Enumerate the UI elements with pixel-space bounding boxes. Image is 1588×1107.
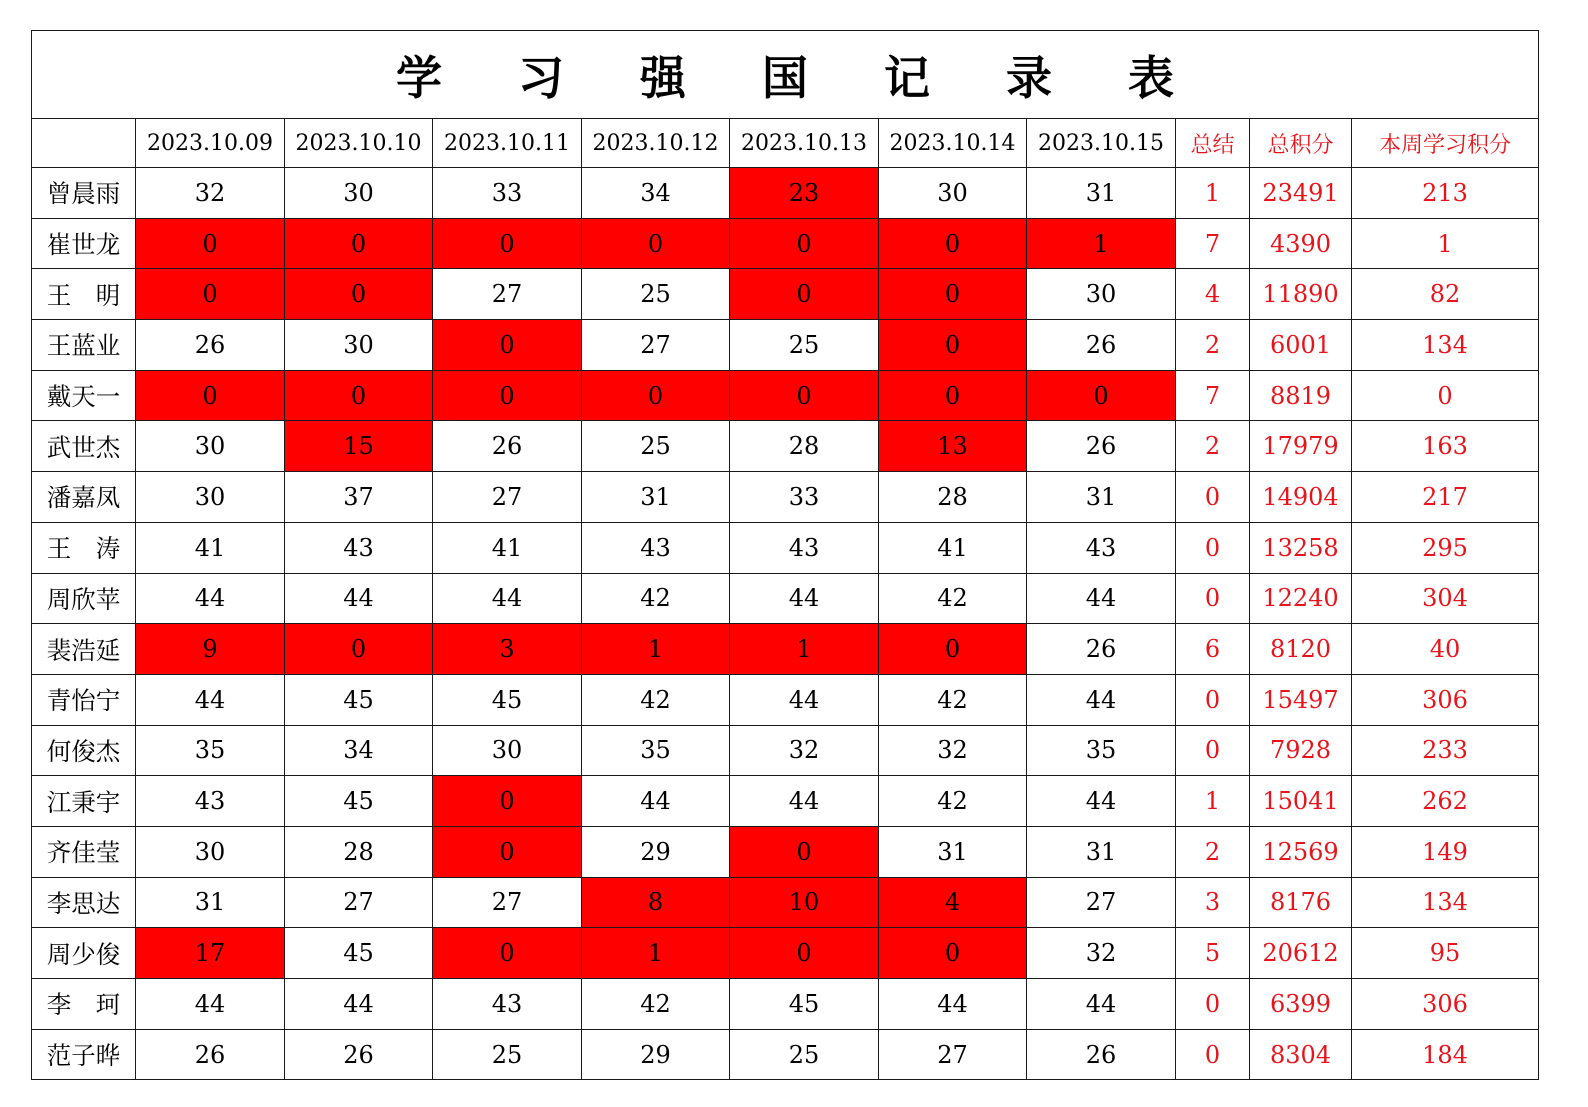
daily-score-cell: 0 bbox=[285, 218, 433, 269]
total-points-cell: 8304 bbox=[1250, 1029, 1352, 1080]
summary-cell: 0 bbox=[1176, 1029, 1250, 1080]
daily-score-cell: 0 bbox=[879, 928, 1027, 979]
total-points-cell: 6399 bbox=[1250, 979, 1352, 1030]
daily-score-cell: 45 bbox=[433, 674, 582, 725]
weekly-points-cell: 184 bbox=[1352, 1029, 1539, 1080]
summary-cell: 6 bbox=[1176, 624, 1250, 675]
daily-score-cell: 27 bbox=[433, 269, 582, 320]
daily-score-cell: 42 bbox=[879, 776, 1027, 827]
title-row bbox=[32, 31, 1539, 119]
daily-score-cell: 3 bbox=[433, 624, 582, 675]
weekly-points-cell: 233 bbox=[1352, 725, 1539, 776]
summary-cell: 5 bbox=[1176, 928, 1250, 979]
daily-score-cell: 0 bbox=[136, 370, 285, 421]
daily-score-cell: 0 bbox=[285, 269, 433, 320]
daily-score-cell: 44 bbox=[136, 674, 285, 725]
daily-score-cell: 34 bbox=[285, 725, 433, 776]
daily-score-cell: 0 bbox=[730, 218, 879, 269]
summary-cell: 7 bbox=[1176, 218, 1250, 269]
daily-score-cell: 29 bbox=[582, 826, 730, 877]
daily-score-cell: 13 bbox=[879, 421, 1027, 472]
daily-score-cell: 0 bbox=[730, 826, 879, 877]
daily-score-cell: 25 bbox=[582, 269, 730, 320]
member-name: 范子晔 bbox=[32, 1029, 136, 1080]
summary-cell: 1 bbox=[1176, 168, 1250, 219]
daily-score-cell: 45 bbox=[730, 979, 879, 1030]
weekly-points-cell: 306 bbox=[1352, 674, 1539, 725]
daily-score-cell: 35 bbox=[136, 725, 285, 776]
daily-score-cell: 0 bbox=[582, 218, 730, 269]
summary-cell: 0 bbox=[1176, 522, 1250, 573]
summary-cell: 1 bbox=[1176, 776, 1250, 827]
daily-score-cell: 0 bbox=[136, 218, 285, 269]
daily-score-cell: 27 bbox=[285, 877, 433, 928]
daily-score-cell: 35 bbox=[1027, 725, 1176, 776]
header-weekly-points: 本周学习积分 bbox=[1352, 119, 1539, 168]
header-total-points: 总积分 bbox=[1250, 119, 1352, 168]
table-row bbox=[32, 269, 1539, 320]
daily-score-cell: 0 bbox=[879, 624, 1027, 675]
member-name: 王 涛 bbox=[32, 522, 136, 573]
daily-score-cell: 26 bbox=[1027, 624, 1176, 675]
daily-score-cell: 30 bbox=[1027, 269, 1176, 320]
daily-score-cell: 37 bbox=[285, 472, 433, 523]
daily-score-cell: 44 bbox=[136, 979, 285, 1030]
daily-score-cell: 1 bbox=[1027, 218, 1176, 269]
daily-score-cell: 32 bbox=[136, 168, 285, 219]
summary-cell: 0 bbox=[1176, 472, 1250, 523]
table-row bbox=[32, 826, 1539, 877]
member-name: 周欣苹 bbox=[32, 573, 136, 624]
daily-score-cell: 30 bbox=[136, 826, 285, 877]
member-name: 王蓝业 bbox=[32, 320, 136, 371]
daily-score-cell: 44 bbox=[879, 979, 1027, 1030]
daily-score-cell: 42 bbox=[879, 573, 1027, 624]
summary-cell: 0 bbox=[1176, 573, 1250, 624]
total-points-cell: 6001 bbox=[1250, 320, 1352, 371]
daily-score-cell: 30 bbox=[136, 472, 285, 523]
daily-score-cell: 44 bbox=[730, 573, 879, 624]
daily-score-cell: 30 bbox=[879, 168, 1027, 219]
total-points-cell: 14904 bbox=[1250, 472, 1352, 523]
weekly-points-cell: 213 bbox=[1352, 168, 1539, 219]
daily-score-cell: 0 bbox=[136, 269, 285, 320]
study-record-table bbox=[31, 30, 1539, 1080]
daily-score-cell: 35 bbox=[582, 725, 730, 776]
weekly-points-cell: 163 bbox=[1352, 421, 1539, 472]
member-name: 齐佳莹 bbox=[32, 826, 136, 877]
member-name: 王 明 bbox=[32, 269, 136, 320]
table-row bbox=[32, 776, 1539, 827]
table-row bbox=[32, 725, 1539, 776]
member-name: 李 珂 bbox=[32, 979, 136, 1030]
daily-score-cell: 1 bbox=[582, 928, 730, 979]
daily-score-cell: 0 bbox=[582, 370, 730, 421]
daily-score-cell: 26 bbox=[136, 1029, 285, 1080]
daily-score-cell: 27 bbox=[582, 320, 730, 371]
daily-score-cell: 9 bbox=[136, 624, 285, 675]
weekly-points-cell: 304 bbox=[1352, 573, 1539, 624]
daily-score-cell: 25 bbox=[730, 1029, 879, 1080]
table-row bbox=[32, 674, 1539, 725]
daily-score-cell: 44 bbox=[1027, 674, 1176, 725]
daily-score-cell: 42 bbox=[582, 674, 730, 725]
daily-score-cell: 44 bbox=[1027, 573, 1176, 624]
daily-score-cell: 29 bbox=[582, 1029, 730, 1080]
weekly-points-cell: 0 bbox=[1352, 370, 1539, 421]
daily-score-cell: 26 bbox=[285, 1029, 433, 1080]
daily-score-cell: 45 bbox=[285, 928, 433, 979]
daily-score-cell: 0 bbox=[433, 928, 582, 979]
table-row bbox=[32, 877, 1539, 928]
table-row bbox=[32, 1029, 1539, 1080]
table-row bbox=[32, 624, 1539, 675]
daily-score-cell: 43 bbox=[285, 522, 433, 573]
daily-score-cell: 33 bbox=[433, 168, 582, 219]
daily-score-cell: 28 bbox=[879, 472, 1027, 523]
total-points-cell: 7928 bbox=[1250, 725, 1352, 776]
header-date: 2023.10.09 bbox=[136, 119, 285, 168]
total-points-cell: 8120 bbox=[1250, 624, 1352, 675]
header-row bbox=[32, 119, 1539, 168]
daily-score-cell: 30 bbox=[433, 725, 582, 776]
daily-score-cell: 0 bbox=[433, 320, 582, 371]
table-row bbox=[32, 522, 1539, 573]
total-points-cell: 8819 bbox=[1250, 370, 1352, 421]
daily-score-cell: 0 bbox=[730, 269, 879, 320]
daily-score-cell: 26 bbox=[1027, 421, 1176, 472]
member-name: 江秉宇 bbox=[32, 776, 136, 827]
table-row bbox=[32, 370, 1539, 421]
daily-score-cell: 31 bbox=[879, 826, 1027, 877]
daily-score-cell: 8 bbox=[582, 877, 730, 928]
daily-score-cell: 43 bbox=[136, 776, 285, 827]
total-points-cell: 17979 bbox=[1250, 421, 1352, 472]
member-name: 何俊杰 bbox=[32, 725, 136, 776]
weekly-points-cell: 95 bbox=[1352, 928, 1539, 979]
daily-score-cell: 27 bbox=[879, 1029, 1027, 1080]
daily-score-cell: 0 bbox=[730, 928, 879, 979]
daily-score-cell: 45 bbox=[285, 776, 433, 827]
daily-score-cell: 32 bbox=[879, 725, 1027, 776]
daily-score-cell: 45 bbox=[285, 674, 433, 725]
member-name: 曾晨雨 bbox=[32, 168, 136, 219]
daily-score-cell: 43 bbox=[582, 522, 730, 573]
table-row bbox=[32, 979, 1539, 1030]
header-date: 2023.10.12 bbox=[582, 119, 730, 168]
total-points-cell: 12569 bbox=[1250, 826, 1352, 877]
weekly-points-cell: 295 bbox=[1352, 522, 1539, 573]
weekly-points-cell: 1 bbox=[1352, 218, 1539, 269]
daily-score-cell: 32 bbox=[1027, 928, 1176, 979]
daily-score-cell: 26 bbox=[136, 320, 285, 371]
summary-cell: 2 bbox=[1176, 421, 1250, 472]
weekly-points-cell: 262 bbox=[1352, 776, 1539, 827]
weekly-points-cell: 40 bbox=[1352, 624, 1539, 675]
daily-score-cell: 44 bbox=[1027, 979, 1176, 1030]
daily-score-cell: 42 bbox=[582, 573, 730, 624]
daily-score-cell: 28 bbox=[285, 826, 433, 877]
daily-score-cell: 33 bbox=[730, 472, 879, 523]
daily-score-cell: 0 bbox=[730, 370, 879, 421]
daily-score-cell: 0 bbox=[879, 269, 1027, 320]
daily-score-cell: 0 bbox=[879, 218, 1027, 269]
summary-cell: 7 bbox=[1176, 370, 1250, 421]
daily-score-cell: 44 bbox=[730, 674, 879, 725]
daily-score-cell: 27 bbox=[1027, 877, 1176, 928]
summary-cell: 4 bbox=[1176, 269, 1250, 320]
weekly-points-cell: 134 bbox=[1352, 320, 1539, 371]
daily-score-cell: 30 bbox=[136, 421, 285, 472]
table-body bbox=[32, 168, 1539, 1080]
daily-score-cell: 0 bbox=[433, 370, 582, 421]
daily-score-cell: 42 bbox=[582, 979, 730, 1030]
total-points-cell: 23491 bbox=[1250, 168, 1352, 219]
table-title: 学 习 强 国 记 录 表 bbox=[32, 31, 1539, 119]
header-date: 2023.10.15 bbox=[1027, 119, 1176, 168]
daily-score-cell: 27 bbox=[433, 877, 582, 928]
table-row bbox=[32, 218, 1539, 269]
daily-score-cell: 44 bbox=[285, 573, 433, 624]
daily-score-cell: 41 bbox=[136, 522, 285, 573]
member-name: 崔世龙 bbox=[32, 218, 136, 269]
table-row bbox=[32, 320, 1539, 371]
member-name: 潘嘉凤 bbox=[32, 472, 136, 523]
summary-cell: 2 bbox=[1176, 320, 1250, 371]
daily-score-cell: 34 bbox=[582, 168, 730, 219]
daily-score-cell: 32 bbox=[730, 725, 879, 776]
summary-cell: 0 bbox=[1176, 725, 1250, 776]
daily-score-cell: 31 bbox=[136, 877, 285, 928]
daily-score-cell: 44 bbox=[730, 776, 879, 827]
member-name: 青怡宁 bbox=[32, 674, 136, 725]
weekly-points-cell: 217 bbox=[1352, 472, 1539, 523]
total-points-cell: 15497 bbox=[1250, 674, 1352, 725]
total-points-cell: 20612 bbox=[1250, 928, 1352, 979]
header-summary: 总结 bbox=[1176, 119, 1250, 168]
daily-score-cell: 25 bbox=[582, 421, 730, 472]
daily-score-cell: 27 bbox=[433, 472, 582, 523]
total-points-cell: 4390 bbox=[1250, 218, 1352, 269]
daily-score-cell: 28 bbox=[730, 421, 879, 472]
daily-score-cell: 42 bbox=[879, 674, 1027, 725]
summary-cell: 2 bbox=[1176, 826, 1250, 877]
daily-score-cell: 26 bbox=[1027, 320, 1176, 371]
daily-score-cell: 44 bbox=[136, 573, 285, 624]
daily-score-cell: 30 bbox=[285, 168, 433, 219]
daily-score-cell: 0 bbox=[433, 218, 582, 269]
table-row bbox=[32, 573, 1539, 624]
member-name: 戴天一 bbox=[32, 370, 136, 421]
table-row bbox=[32, 472, 1539, 523]
daily-score-cell: 31 bbox=[1027, 168, 1176, 219]
total-points-cell: 11890 bbox=[1250, 269, 1352, 320]
daily-score-cell: 41 bbox=[433, 522, 582, 573]
daily-score-cell: 30 bbox=[285, 320, 433, 371]
summary-cell: 0 bbox=[1176, 674, 1250, 725]
daily-score-cell: 43 bbox=[730, 522, 879, 573]
daily-score-cell: 44 bbox=[433, 573, 582, 624]
weekly-points-cell: 149 bbox=[1352, 826, 1539, 877]
daily-score-cell: 15 bbox=[285, 421, 433, 472]
daily-score-cell: 1 bbox=[730, 624, 879, 675]
member-name: 武世杰 bbox=[32, 421, 136, 472]
total-points-cell: 15041 bbox=[1250, 776, 1352, 827]
summary-cell: 0 bbox=[1176, 979, 1250, 1030]
daily-score-cell: 26 bbox=[433, 421, 582, 472]
weekly-points-cell: 134 bbox=[1352, 877, 1539, 928]
table-row bbox=[32, 168, 1539, 219]
daily-score-cell: 43 bbox=[433, 979, 582, 1030]
daily-score-cell: 43 bbox=[1027, 522, 1176, 573]
daily-score-cell: 23 bbox=[730, 168, 879, 219]
daily-score-cell: 0 bbox=[433, 776, 582, 827]
daily-score-cell: 0 bbox=[1027, 370, 1176, 421]
daily-score-cell: 41 bbox=[879, 522, 1027, 573]
header-name-blank bbox=[32, 119, 136, 168]
daily-score-cell: 44 bbox=[582, 776, 730, 827]
header-date: 2023.10.11 bbox=[433, 119, 582, 168]
member-name: 周少俊 bbox=[32, 928, 136, 979]
weekly-points-cell: 82 bbox=[1352, 269, 1539, 320]
daily-score-cell: 31 bbox=[582, 472, 730, 523]
daily-score-cell: 44 bbox=[1027, 776, 1176, 827]
daily-score-cell: 0 bbox=[879, 320, 1027, 371]
daily-score-cell: 17 bbox=[136, 928, 285, 979]
daily-score-cell: 26 bbox=[1027, 1029, 1176, 1080]
weekly-points-cell: 306 bbox=[1352, 979, 1539, 1030]
daily-score-cell: 25 bbox=[730, 320, 879, 371]
daily-score-cell: 25 bbox=[433, 1029, 582, 1080]
member-name: 裴浩延 bbox=[32, 624, 136, 675]
member-name: 李思达 bbox=[32, 877, 136, 928]
header-date: 2023.10.14 bbox=[879, 119, 1027, 168]
header-date: 2023.10.13 bbox=[730, 119, 879, 168]
total-points-cell: 8176 bbox=[1250, 877, 1352, 928]
daily-score-cell: 0 bbox=[285, 370, 433, 421]
total-points-cell: 13258 bbox=[1250, 522, 1352, 573]
total-points-cell: 12240 bbox=[1250, 573, 1352, 624]
daily-score-cell: 0 bbox=[285, 624, 433, 675]
daily-score-cell: 0 bbox=[879, 370, 1027, 421]
table-row bbox=[32, 928, 1539, 979]
header-date: 2023.10.10 bbox=[285, 119, 433, 168]
daily-score-cell: 31 bbox=[1027, 472, 1176, 523]
daily-score-cell: 44 bbox=[285, 979, 433, 1030]
daily-score-cell: 0 bbox=[433, 826, 582, 877]
summary-cell: 3 bbox=[1176, 877, 1250, 928]
daily-score-cell: 31 bbox=[1027, 826, 1176, 877]
table-row bbox=[32, 421, 1539, 472]
daily-score-cell: 10 bbox=[730, 877, 879, 928]
daily-score-cell: 1 bbox=[582, 624, 730, 675]
daily-score-cell: 4 bbox=[879, 877, 1027, 928]
